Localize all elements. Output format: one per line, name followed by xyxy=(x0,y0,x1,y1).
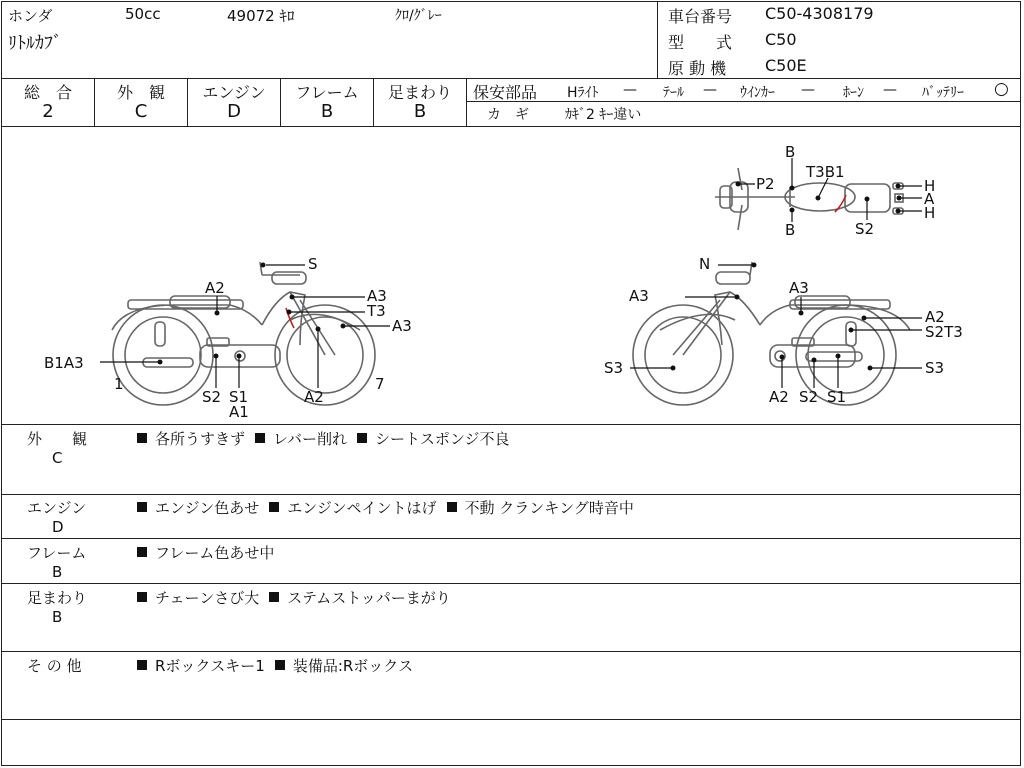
safety-horn-mark: — xyxy=(883,82,897,98)
left-rear-wheel xyxy=(113,305,213,405)
safety-battery: ﾊﾞｯﾃﾘｰ xyxy=(922,85,964,101)
lbl-left-A3-front: A3 xyxy=(392,317,412,335)
remark-grade-exterior: C xyxy=(52,449,63,467)
bike-damage-diagram xyxy=(0,127,1022,425)
remark-divider xyxy=(1,583,1021,584)
bullet-icon xyxy=(255,433,265,443)
lbl-right-S3-left: S3 xyxy=(604,359,624,377)
grade-label-overall: 総 合 xyxy=(23,83,72,102)
safety-label: 保安部品 xyxy=(473,83,538,102)
frame-no-label: 車台番号 xyxy=(668,7,733,26)
engine-value: C50E xyxy=(765,56,807,75)
lbl-left-B1A3: B1A3 xyxy=(44,354,84,372)
lbl-top-H1: H xyxy=(924,177,936,195)
remark-items-exterior: 各所うすきず レバー削れ シートスポンジ不良 xyxy=(137,428,519,449)
safety-headlight: Hﾗｲﾄ xyxy=(567,85,599,101)
marker-dots xyxy=(158,182,902,371)
lbl-top-T3B1: T3B1 xyxy=(806,163,845,181)
remark-divider xyxy=(1,494,1021,495)
bullet-icon xyxy=(357,433,367,443)
remark-label-chassis: 足まわり xyxy=(27,589,88,607)
engine-label: 原 動 機 xyxy=(668,59,727,78)
grade-value-exterior: C xyxy=(134,101,148,122)
remark-items-engine: エンジン色あせ エンジンペイントはげ 不動 クランキング時音中 xyxy=(137,497,644,518)
remark-items-other: Rボックスキー1 装備品:Rボックス xyxy=(137,655,423,676)
safety-horn: ﾎｰﾝ xyxy=(843,85,864,101)
bullet-icon xyxy=(269,592,279,602)
header-bottom-rule xyxy=(1,78,1021,79)
safety-winker: ｳｲﾝｶｰ xyxy=(740,85,775,101)
grade-value-frame: B xyxy=(320,101,334,122)
lbl-left-S: S xyxy=(308,255,318,273)
frame-no: C50-4308179 xyxy=(765,4,874,23)
remark-label-exterior: 外 観 xyxy=(27,430,88,448)
bullet-icon xyxy=(137,660,147,670)
lbl-left-A1: A1 xyxy=(229,403,249,421)
key-value: ｶｷﾞ2 ｷｰ違い xyxy=(565,107,642,123)
left-side-view xyxy=(112,262,375,405)
safety-winker-mark: — xyxy=(801,82,815,98)
bullet-icon xyxy=(137,547,147,557)
remark-divider xyxy=(1,651,1021,652)
remark-grade-frame: B xyxy=(52,563,63,581)
lbl-right-S3-right: S3 xyxy=(925,359,945,377)
lbl-top-A: A xyxy=(924,190,935,208)
lbl-left-A3-seat: A3 xyxy=(367,287,387,305)
lbl-left-S2: S2 xyxy=(202,388,222,406)
remark-divider xyxy=(1,719,1021,720)
grade-value-engine: D xyxy=(227,101,241,122)
remark-label-frame: フレーム xyxy=(27,544,87,562)
safety-headlight-mark: — xyxy=(623,82,637,98)
grade-label-engine: エンジン xyxy=(202,83,266,102)
lbl-left-7: 7 xyxy=(375,375,385,393)
right-side-view xyxy=(633,262,910,405)
bullet-icon xyxy=(447,502,457,512)
lbl-right-S2T3: S2T3 xyxy=(925,323,963,341)
lbl-top-S2: S2 xyxy=(855,220,875,238)
remark-grade-chassis: B xyxy=(52,608,63,626)
lbl-left-T3: T3 xyxy=(367,302,386,320)
bullet-icon xyxy=(137,502,147,512)
remark-divider xyxy=(1,538,1021,539)
safety-tail-mark: — xyxy=(703,82,717,98)
grade-label-chassis: 足まわり xyxy=(387,83,452,102)
bullet-icon xyxy=(275,660,285,670)
grade-divider xyxy=(466,78,467,126)
bullet-icon xyxy=(137,433,147,443)
lbl-right-S1-bottom: S1 xyxy=(827,388,847,406)
color: ｸﾛ/ｸﾞﾚｰ xyxy=(395,8,442,24)
safety-battery-mark: ○ xyxy=(994,79,1009,99)
grade-label-exterior: 外 観 xyxy=(116,83,165,102)
right-seat xyxy=(795,296,850,308)
maker: ホンダ xyxy=(8,7,53,25)
bullet-icon xyxy=(137,592,147,602)
lbl-right-S2-bottom: S2 xyxy=(799,388,819,406)
safety-tail: ﾃｰﾙ xyxy=(663,85,684,101)
header-divider xyxy=(657,1,658,78)
leader-lines xyxy=(100,158,922,388)
lbl-right-A3-left: A3 xyxy=(629,287,649,305)
left-seat xyxy=(170,296,230,308)
remark-items-frame: フレーム色あせ中 xyxy=(137,542,284,563)
lbl-left-A2: A2 xyxy=(205,279,225,297)
key-label: カ ギ xyxy=(487,107,529,123)
lbl-top-B-bottom: B xyxy=(785,221,796,239)
lbl-right-N: N xyxy=(699,255,711,273)
type-label: 型 式 xyxy=(668,33,733,52)
lbl-top-H2: H xyxy=(924,204,936,222)
remark-label-other: そ の 他 xyxy=(27,657,82,675)
lbl-top-B-top: B xyxy=(785,143,796,161)
lbl-left-1: 1 xyxy=(114,375,124,393)
lbl-left-A2-bottom: A2 xyxy=(304,388,324,406)
lbl-right-A3-top: A3 xyxy=(789,279,809,297)
grade-value-chassis: B xyxy=(413,101,427,122)
mileage: 49072 ｷﾛ xyxy=(227,7,295,25)
lbl-right-A2: A2 xyxy=(925,308,945,326)
remark-items-chassis: チェーンさび大 ステムストッパーまがり xyxy=(137,587,461,608)
type-value: C50 xyxy=(765,30,797,49)
bullet-icon xyxy=(269,502,279,512)
model-name: ﾘﾄﾙｶﾌﾞ xyxy=(8,33,62,54)
remark-label-engine: エンジン xyxy=(27,499,87,517)
lbl-top-P2: P2 xyxy=(756,175,775,193)
grade-value-overall: 2 xyxy=(42,101,54,122)
lbl-left-S1: S1 xyxy=(229,388,249,406)
remark-grade-engine: D xyxy=(52,518,64,536)
lbl-right-A2-bottom: A2 xyxy=(769,388,789,406)
grade-label-frame: フレーム xyxy=(295,83,359,102)
displacement: 50cc xyxy=(125,5,161,23)
diagram-bottom-rule xyxy=(1,424,1021,425)
